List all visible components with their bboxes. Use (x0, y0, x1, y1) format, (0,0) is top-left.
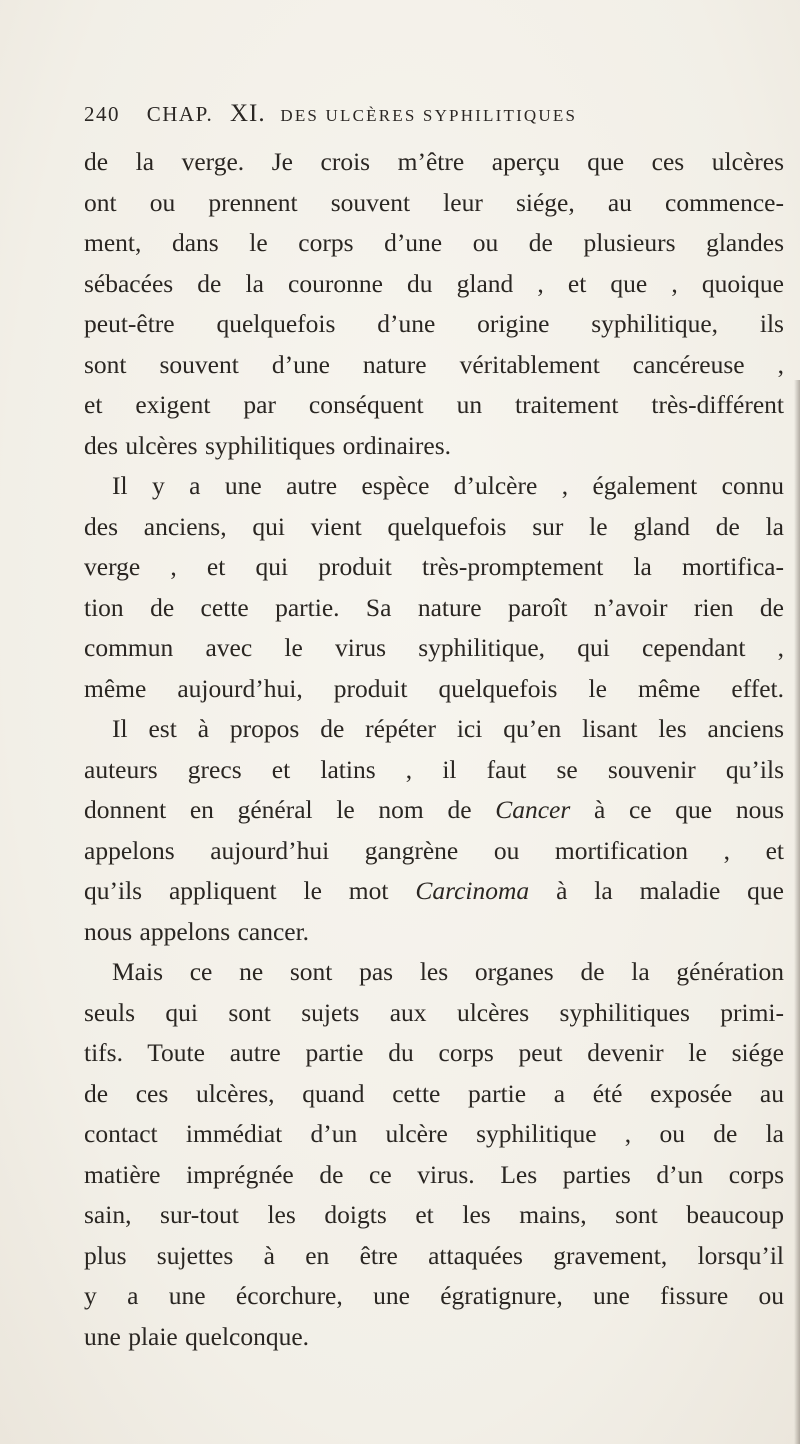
text-line-28: plus sujettes à en être attaquées gravement, lorsqu’il (84, 1240, 784, 1270)
text-line-23: tifs. Toute autre partie du corps peut devenir le siége (84, 1038, 784, 1067)
text-line-4: sébacées de la couronne du gland , et que , quoique (84, 268, 784, 298)
text-line-17-a: donnent en général le nom de (84, 795, 496, 824)
text-line-5: peut-être quelquefois d’une origine syphilitique, ils (84, 309, 784, 338)
body-text (84, 142, 784, 1357)
text-line-6: sont souvent d’une nature véritablement cancéreuse , (84, 349, 784, 379)
text-line-30: une plaie quelconque. (84, 1321, 310, 1351)
text-line-9: Il y a une autre espèce d’ulcère , également connu (112, 471, 784, 500)
text-line-21: Mais ce ne sont pas les organes de la génération (112, 957, 784, 986)
text-line-27: sain, sur-tout les doigts et les mains, sont beaucoup (84, 1200, 784, 1229)
text-line-22: seuls qui sont sujets aux ulcères syphilitiques primi- (84, 997, 784, 1027)
text-line-26: matière imprégnée de ce virus. Les parties d’un corps (84, 1159, 784, 1189)
text-line-15: Il est à propos de répéter ici qu’en lisant les anciens (112, 714, 784, 743)
running-title: DES ULCÈRES SYPHILITIQUES (280, 106, 578, 125)
text-line-18: appelons aujourd’hui gangrène ou mortification , et (84, 835, 784, 865)
running-header (84, 100, 784, 140)
chapter-number: XI. (229, 100, 266, 127)
text-line-19-a: qu’ils appliquent le mot (84, 876, 416, 905)
text-line-19-b: à la maladie que (529, 876, 784, 905)
term-cancer: Cancer (495, 795, 571, 824)
text-line-20: nous appelons cancer. (84, 916, 310, 946)
text-line-3: ment, dans le corps d’une ou de plusieurs glandes (84, 228, 784, 257)
page-edge-shadow (794, 380, 800, 1444)
text-line-16-a: auteurs grecs et latins , il faut se souvenir qu’ils (84, 754, 784, 784)
chapter-label: CHAP. (146, 102, 214, 126)
text-line-17-b: à ce que nous (570, 795, 784, 824)
text-line-13: commun avec le virus syphilitique, qui cependant , (84, 633, 784, 662)
text-line-2: ont ou prennent souvent leur siége, au commence- (84, 187, 784, 217)
text-line-8: des ulcères syphilitiques ordinaires. (84, 430, 451, 460)
text-line-7: et exigent par conséquent un traitement très-différent (84, 390, 784, 419)
text-line-10: des anciens, qui vient quelquefois sur le gland de la (84, 511, 784, 541)
text-line-19 (84, 871, 784, 912)
text-line-11: verge , et qui produit très-promptement la mortifica- (84, 552, 784, 581)
text-line-24: de ces ulcères, quand cette partie a été exposée au (84, 1078, 784, 1108)
text-line-14: même aujourd’hui, produit quelquefois le même effet. (84, 673, 784, 703)
text-line-29: y a une écorchure, une égratignure, une fissure ou (84, 1281, 784, 1310)
page-number: 240 (84, 102, 120, 126)
text-line-16 (84, 750, 784, 791)
text-line-25: contact immédiat d’un ulcère syphilitique , ou de la (84, 1119, 784, 1148)
text-line-1: de la verge. Je crois m’être aperçu que ces ulcères (84, 147, 784, 176)
term-carcinoma: Carcinoma (415, 876, 530, 905)
text-line-12: tion de cette partie. Sa nature paroît n’avoir rien de (84, 592, 784, 622)
text-line-17 (84, 790, 784, 831)
